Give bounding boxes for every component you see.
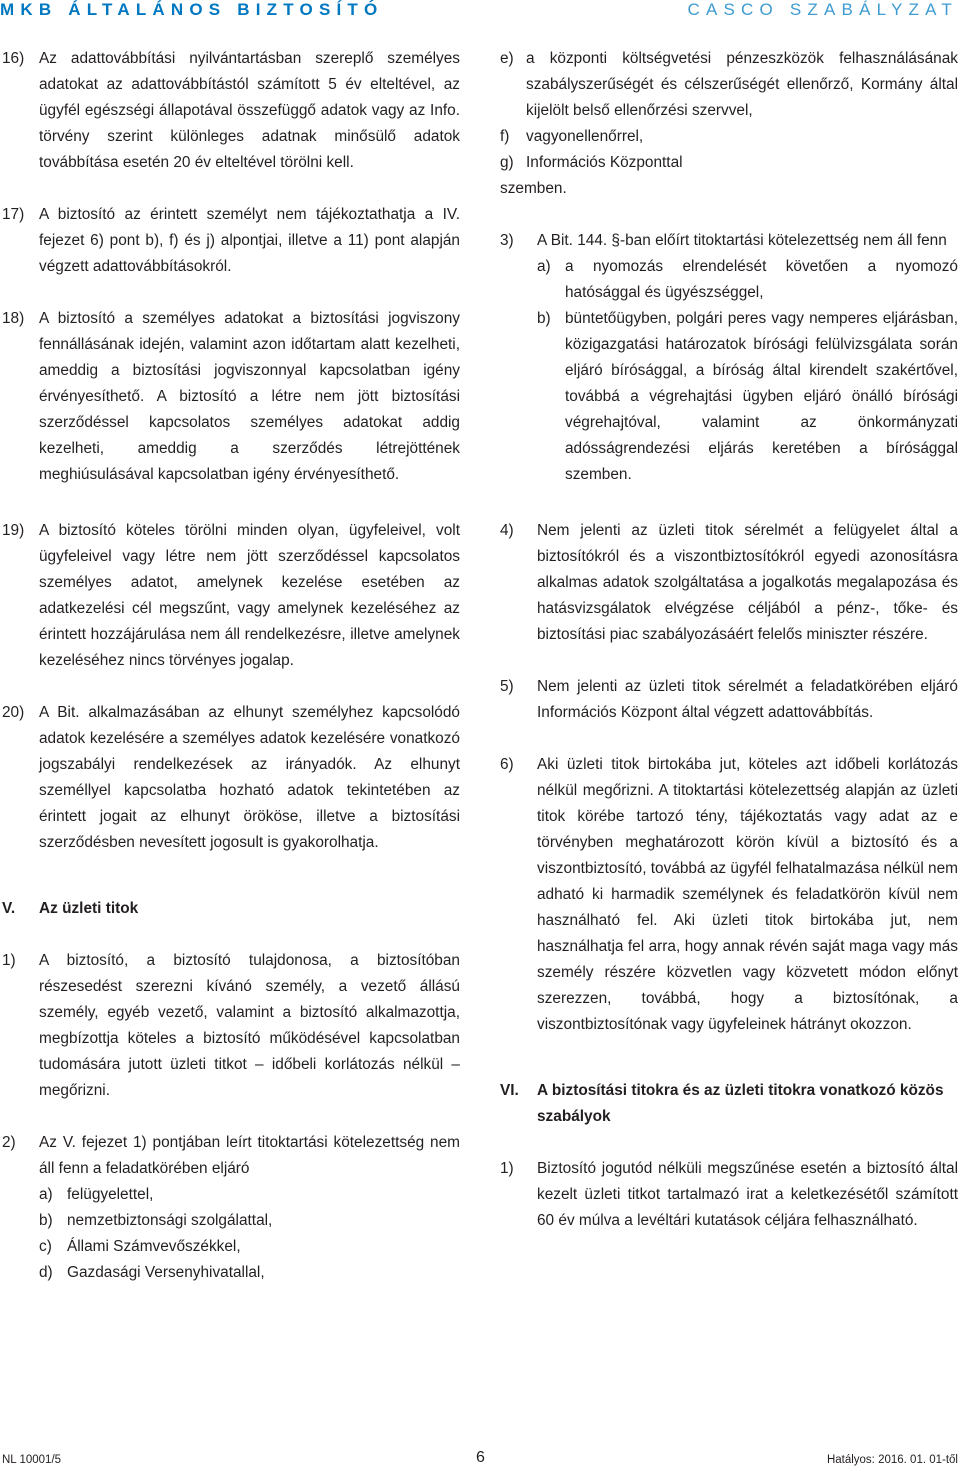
section-v-paragraph-6 bbox=[500, 752, 958, 1038]
paragraph-number: 6) bbox=[500, 756, 514, 773]
section-v-paragraph-2 bbox=[2, 1130, 460, 1286]
paragraph-text: Az adattovábbítási nyilvántartásban szereplő személyes adatokat az adattovábbítástól számított 5 év elteltével, az ügyfél egészségi állapotával összefüggő adatok vagy az Info. törvény szerint különleges adatnak minősülő adatok továbbítása esetén 20 év elteltével törölni kell. bbox=[39, 50, 460, 171]
paragraph-number: 18) bbox=[2, 310, 25, 327]
section-title: A biztosítási titokra és az üzleti titokra vonatkozó közös szabályok bbox=[537, 1082, 944, 1125]
left-column bbox=[2, 46, 460, 1286]
paragraph-number: 1) bbox=[500, 1160, 514, 1177]
paragraph-number: 3) bbox=[500, 232, 514, 249]
section-number: VI. bbox=[500, 1082, 519, 1099]
paragraph-text: Az V. fejezet 1) pontjában leírt titoktartási kötelezettség nem áll fenn a feladatkörében eljáró bbox=[39, 1134, 460, 1177]
section-vi-paragraph-1 bbox=[500, 1156, 958, 1234]
list-text: a központi költségvetési pénzeszközök felhasználásának szabályszerűségét és célszerűségét ellenőrző, Kormány által kijelölt belső ellenőrzési szervvel, bbox=[526, 50, 958, 119]
paragraph-text: A biztosító a személyes adatokat a biztosítási jogviszony fennállásának idején, valamint azon időtartam alatt kezelheti, ameddig a biztosítási jogviszonnyal kapcsolatban igény érvényesíthető. A biztosító a létre nem jött biztosítási szerződéssel kapcsolatos személyes adatokat addig kezelheti, ameddig a szerződés létrejöttének meghiúsulásával kapcsolatban igény érvényesíthető. bbox=[39, 310, 460, 483]
paragraph-number: 16) bbox=[2, 50, 25, 67]
footer-document-code: NL 10001/5 bbox=[2, 1454, 62, 1466]
list-text: nemzetbiztonsági szolgálattal, bbox=[67, 1212, 273, 1229]
footer-effective-date: Hatályos: 2016. 01. 01-től bbox=[826, 1454, 958, 1466]
paragraph-text: A Bit. alkalmazásában az elhunyt személyhez kapcsolódó adatok kezelésére a személyes adatok kezelésére vonatkozó jogszabályi rendelkezések az irányadók. Az elhunyt személlyel kapcsolatba hozható adatok tekintetében az érintett jogait az elhunyt örököse, illetve a biztosítási szerződésben nevesített jogosult is gyakorolhatja. bbox=[39, 704, 460, 851]
header-document-title: CASCO SZABÁLYZAT bbox=[687, 0, 958, 19]
list-letter: b) bbox=[537, 310, 551, 327]
list-text: Gazdasági Versenyhivatallal, bbox=[67, 1264, 265, 1281]
section-v-paragraph-4 bbox=[500, 518, 958, 648]
paragraph-number: 17) bbox=[2, 206, 25, 223]
paragraph-number: 5) bbox=[500, 678, 514, 695]
section-v-heading bbox=[2, 896, 460, 922]
paragraph-number: 20) bbox=[2, 704, 25, 721]
list-item bbox=[537, 254, 958, 306]
list-letter: e) bbox=[500, 50, 514, 67]
right-column bbox=[500, 46, 958, 1260]
list-closing-text: szemben. bbox=[500, 180, 567, 197]
continued-list bbox=[500, 46, 958, 202]
paragraph-number: 19) bbox=[2, 522, 25, 539]
list-text: a nyomozás elrendelését követően a nyomozó hatósággal és ügyészséggel, bbox=[565, 258, 958, 301]
list-item bbox=[537, 306, 958, 488]
paragraph-text: Nem jelenti az üzleti titok sérelmét a felügyelet által a biztosítókról és a viszontbiztosítókról egyedi azonosításra alkalmas adatok szolgáltatása a jogalkotás megalapozása és hatásvizsgálatok elvégzése céljából a pénz-, tőke- és biztosítási piac szabályozásáért felelős miniszter részére. bbox=[537, 522, 958, 643]
paragraph-text: Aki üzleti titok birtokába jut, köteles azt időbeli korlátozás nélkül megőrizni. A titoktartási kötelezettség alapján az üzleti titok körébe tartozó tény, tájékoztatás vagy adat az e törvényben meghatározott körön kívül a biztosító és a viszontbiztosító, továbbá az ügyfél felhatalmazása nélkül nem adható ki harmadik személynek és feladatkörön kívül nem használható fel. Aki üzleti titok birtokába jut, nem használhatja fel arra, hogy annak révén saját maga vagy más személy részére közvetlen vagy közvetett módon előnyt szerezzen, továbbá, hogy a biztosítónak, a viszontbiztosítónak vagy ügyfeleinek hátrányt okozzon. bbox=[537, 756, 958, 1033]
paragraph-text: Nem jelenti az üzleti titok sérelmét a feladatkörében eljáró Információs Központ által végzett adattovábbítás. bbox=[537, 678, 958, 721]
section-vi-heading bbox=[500, 1078, 958, 1130]
paragraph-20 bbox=[2, 700, 460, 856]
list-item bbox=[500, 46, 958, 124]
list-letter: d) bbox=[39, 1264, 53, 1281]
paragraph-text: Biztosító jogutód nélküli megszűnése esetén a biztosító által kezelt üzleti titkot tartalmazó irat a keletkezésétől számított 60 év múlva a levéltári kutatások céljára felhasználható. bbox=[537, 1160, 958, 1229]
list-item bbox=[500, 124, 958, 150]
paragraph-number: 2) bbox=[2, 1134, 16, 1151]
paragraph-text: A biztosító az érintett személyt nem tájékoztathatja a IV. fejezet 6) pont b), f) és j) alpontjai, illetve a 11) pont alapján végzett adattovábbításokról. bbox=[39, 206, 460, 275]
section-title: Az üzleti titok bbox=[39, 900, 139, 917]
list-letter: a) bbox=[39, 1186, 53, 1203]
section-v-paragraph-5 bbox=[500, 674, 958, 726]
list-text: büntetőügyben, polgári peres vagy nemperes eljárásban, közigazgatási határozatok bírósági felülvizsgálata során eljáró bírósággal, a bíróság által kirendelt szakértővel, továbbá a végrehajtási ügyben eljáró önálló bírósági végrehajtóval, valamint az önkormányzati adósságrendezési eljárás keretében a bírósággal szemben. bbox=[565, 310, 958, 483]
page-number: 6 bbox=[476, 1449, 485, 1466]
paragraph-19 bbox=[2, 518, 460, 674]
list-item bbox=[39, 1208, 460, 1234]
list-item bbox=[39, 1234, 460, 1260]
list-text: Információs Központtal bbox=[526, 154, 683, 171]
list-letter: c) bbox=[39, 1238, 52, 1255]
section-v-paragraph-1 bbox=[2, 948, 460, 1104]
paragraph-number: 4) bbox=[500, 522, 514, 539]
header-company-name: MKB ÁLTALÁNOS BIZTOSÍTÓ bbox=[0, 0, 384, 19]
paragraph-text: A biztosító, a biztosító tulajdonosa, a biztosítóban részesedést szerezni kívánó személy, a vezető állású személy, egyéb vezető, valamint a biztosító alkalmazottja, megbízottja köteles a biztosító működésével kapcsolatban tudomására jutott üzleti titkot – időbeli korlátozás nélkül – megőrizni. bbox=[39, 952, 460, 1099]
paragraph-number: 1) bbox=[2, 952, 16, 969]
paragraph-16 bbox=[2, 46, 460, 176]
list-letter: a) bbox=[537, 258, 551, 275]
section-number: V. bbox=[2, 900, 16, 917]
list-item bbox=[39, 1260, 460, 1286]
paragraph-text: A biztosító köteles törölni minden olyan, ügyfeleivel, volt ügyfeleivel vagy létre nem jött szerződéssel kapcsolatos személyes adatot, amelynek kezelése esetében az adatkezelési cél megszűnt, vagy amelynek kezeléséhez az érintett hozzájárulása nem áll rendelkezésre, illetve amelynek kezeléséhez nincs törvényes jogalap. bbox=[39, 522, 460, 669]
list-item bbox=[39, 1182, 460, 1208]
list-item bbox=[500, 150, 958, 176]
list-text: vagyonellenőrrel, bbox=[526, 128, 644, 145]
list-text: felügyelettel, bbox=[67, 1186, 154, 1203]
paragraph-18 bbox=[2, 306, 460, 488]
list-letter: b) bbox=[39, 1212, 53, 1229]
paragraph-17 bbox=[2, 202, 460, 280]
list-text: Állami Számvevőszékkel, bbox=[67, 1238, 241, 1255]
list-letter: f) bbox=[500, 128, 510, 145]
section-v-paragraph-3 bbox=[500, 228, 958, 488]
list-letter: g) bbox=[500, 154, 514, 171]
paragraph-text: A Bit. 144. §-ban előírt titoktartási kötelezettség nem áll fenn bbox=[537, 232, 947, 249]
